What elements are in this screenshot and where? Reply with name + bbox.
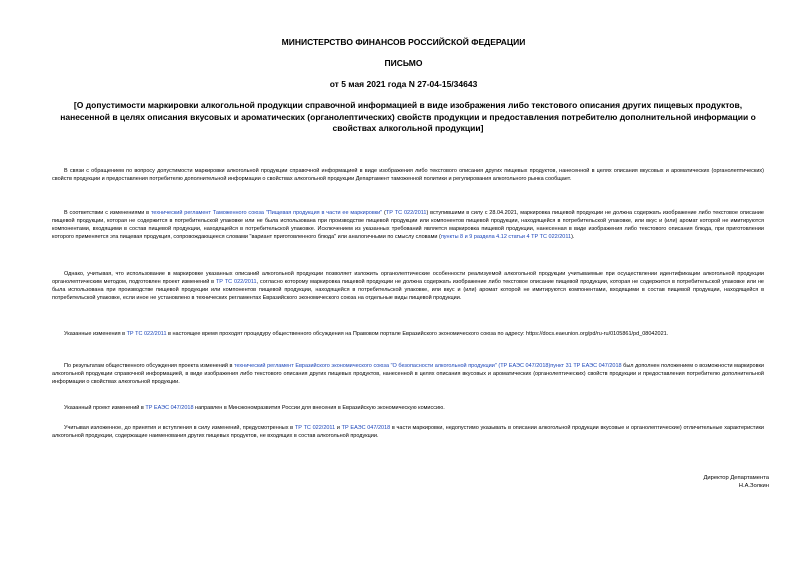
link-tr-ts-022[interactable]: ТР ТС 022/2011 (126, 331, 167, 337)
paragraph-1 (52, 167, 764, 183)
signature-block (569, 474, 769, 490)
paragraph-text: По результатам общественного обсуждения проекта изменений в (64, 363, 235, 369)
paragraph-5 (52, 362, 764, 386)
paragraph-text: в части маркировки, недопустимо указывать в описании алкогольной продукции вкусовые и органолептические) отличительные характеристики алкогольной продукции, содержащие наименования других пищевых продуктов, не входящих в состав алкогольной продукции. (52, 425, 765, 440)
paragraph-text: в настоящее время проходят процедуру общественного обсуждения на Правовом портале Евразийского экономического союза по адресу: https://docs.eaeunion.org/pd/ru-ru/0105861/pd_08042021. (166, 331, 669, 337)
link-tr-eaes-047[interactable]: ТР ЕАЭС 047/2018 (145, 405, 194, 411)
ministry-heading: МИНИСТЕРСТВО ФИНАНСОВ РОССИЙСКОЙ ФЕДЕРАЦИИ (281, 37, 526, 47)
paragraph-text: ). (571, 234, 575, 241)
paragraph-text: Однако, учитывая, что использование в маркировке указанных описаний алкогольной продукции позволяет изложить органолептические особенности реализуемой алкогольной продукции учитываемые при осуществлении идентификации алкогольной продукции органолептическим методом, подготовлен проект изменений в (52, 271, 764, 286)
signature-position: Директор Департамента (703, 475, 769, 481)
link-tr-ts-022[interactable]: ТР ТС 022/2011 (294, 425, 336, 431)
link-tr-eaes-alcohol[interactable]: технический регламент Евразийского экономического союза "О безопасности алкогольной продукции" (ТР ЕАЭС 047/2018) (234, 363, 551, 369)
link-tr-ts-labeling[interactable]: технический регламент Таможенного союза "Пищевая продукция в части ее маркировки" (150, 210, 383, 216)
document-type: ПИСЬМО (384, 58, 423, 68)
paragraph-text: и (335, 425, 342, 431)
link-point-31[interactable]: пункт 31 ТР ЕАЭС 047/2018 (550, 363, 622, 369)
link-tr-eaes-047[interactable]: ТР ЕАЭС 047/2018 (341, 425, 391, 431)
paragraph-7 (52, 424, 764, 440)
link-points-8-9[interactable]: пункты 8 и 9 раздела 4.12 статьи 4 ТР ТС 022/2011 (440, 234, 572, 241)
link-tr-ts-022[interactable]: ТР ТС 022/2011 (385, 210, 427, 216)
paragraph-4 (52, 330, 764, 338)
paragraph-6 (52, 404, 764, 412)
paragraph-text: Учитывая изложенное, до принятия и вступления в силу изменений, предусмотренных в (64, 425, 295, 431)
paragraph-2 (52, 209, 764, 241)
paragraph-text: Указанные изменения в (64, 331, 127, 337)
paragraph-text: ( (382, 210, 386, 216)
document-title: [О допустимости маркировки алкогольной продукции справочной информацией в виде изображения либо текстового описания других пищевых продуктов, нанесенной в целях описания вкусовых и ароматических (органолептических) свойств продукции и предоставления потребителю дополнительной информации о свойствах алкогольной продукции] (60, 100, 756, 133)
signature-name: Н.А.Золкин (738, 483, 769, 489)
paragraph-3 (52, 270, 764, 302)
paragraph-text: В соответствии с изменениями в (64, 210, 151, 216)
paragraph-text: ) вступившими в силу с 28.04.2021, маркировка пищевой продукции не должна содержать изображение либо текстовое описание пищевой продукции, которая не содержится в потребительской упаковке или не была использована при производстве пищевой продукции или компонентов пищевой продукции, находящейся в потребительской упаковке, или вкус и (или) аромат которой не имитируются компонентами, входящими в состав пищевой продукции, находящейся в потребительской упаковке. Исключением из указанных требований является маркировка пищевой продукции, нанесенная в виде изображения либо текстового описания блюда, при приготовлении которого применяется эта пищевая продукция, сопровождающееся словами "вариант приготовленного блюда" или аналогичными по смыслу словами ( (52, 210, 764, 241)
link-tr-ts-022[interactable]: ТР ТС 022/2011 (215, 279, 257, 286)
paragraph-text: В связи с обращением по вопросу допустимости маркировки алкогольной продукции справочной информацией в виде изображения либо текстового описания других пищевых продуктов, нанесенной в целях описания вкусовых и ароматических (органолептических) свойств продукции и предоставления потребителю дополнительной информации о свойствах алкогольной продукции Департамент таможенной политики и регулирования алкогольного рынка сообщает. (52, 168, 764, 183)
paragraph-text: Указанный проект изменений в (64, 405, 146, 411)
paragraph-text: , согласно которому маркировка пищевой продукции не должна содержать изображение либо текстовое описание пищевой продукции, которая не содержится в потребительской упаковке или не была использована при производстве пищевой продукции или компонентов пищевой продукции, находящейся в потребительской упаковке, или вкус и (или) аромат которой не имитируются компонентами, входящими в состав пищевой продукции, находящейся в потребительской упаковке, если иное не установлено в технических регламентах Евразийского экономического союза на отдельные виды пищевой продукции. (52, 279, 764, 302)
document-date-number: от 5 мая 2021 года N 27-04-15/34643 (329, 79, 478, 89)
paragraph-text: направлен в Минэкономразвития России для внесения в Евразийскую экономическую комиссию. (193, 405, 445, 411)
paragraph-text: был дополнен положением о возможности маркировки алкогольной продукции справочной информацией, в виде изображения либо текстового описания других пищевых продуктов, нанесенной в целях описания вкусовых и ароматических (органолептических) свойств продукции и предоставления потребителю дополнительной информации о свойствах алкогольной продукции. (52, 363, 765, 386)
